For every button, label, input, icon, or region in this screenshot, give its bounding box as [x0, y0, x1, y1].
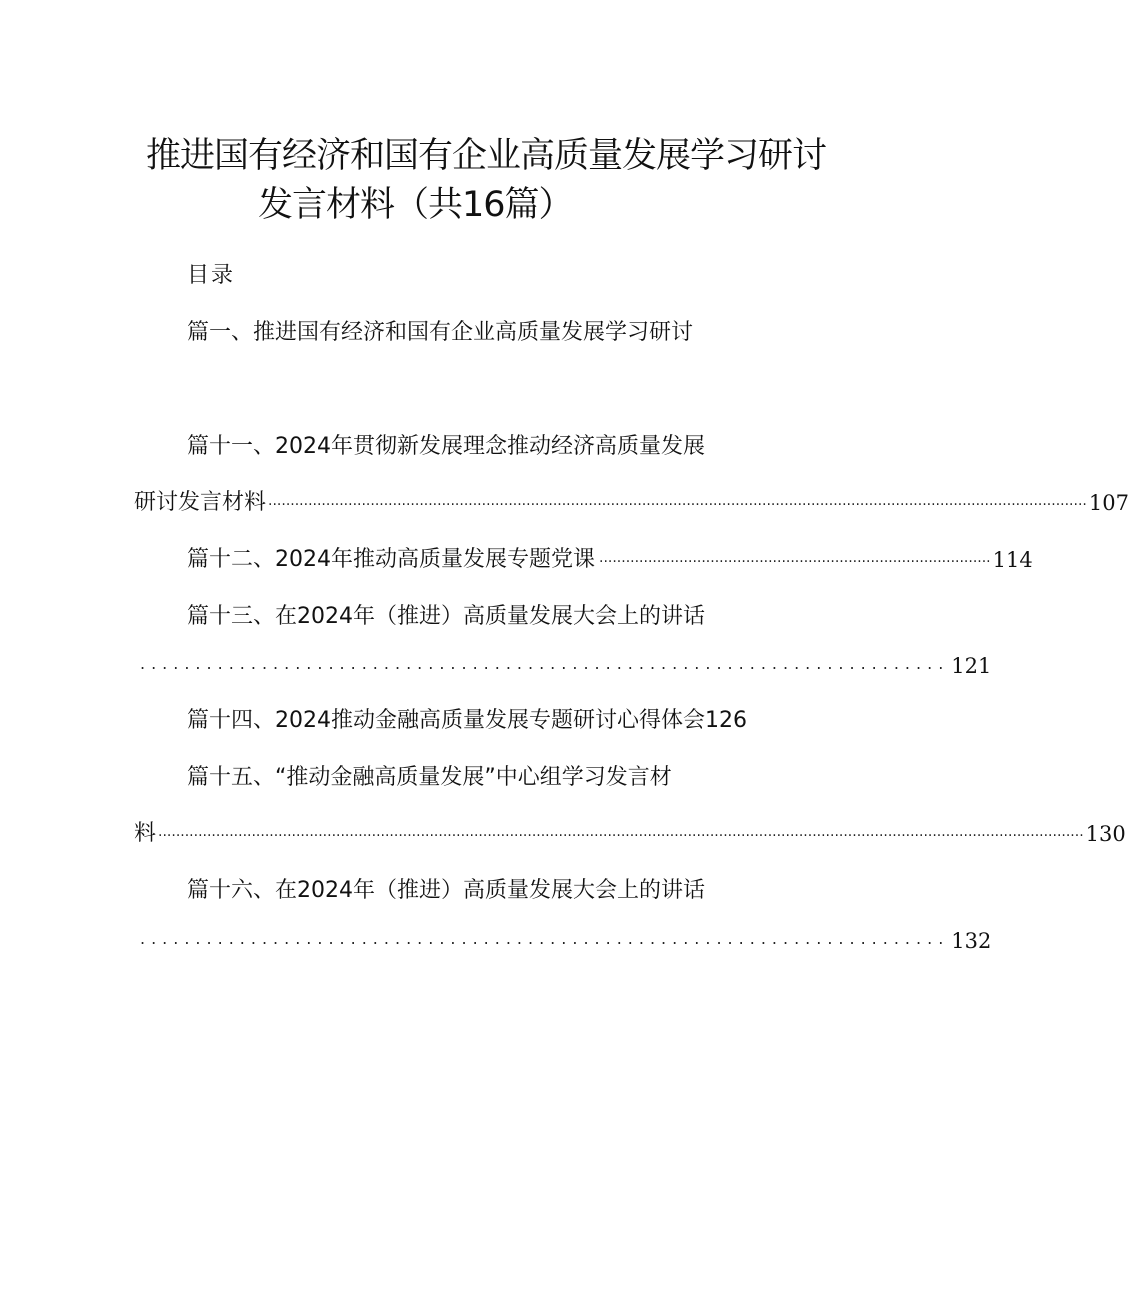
toc-entry-11-line1[interactable]: 篇十一、2024年贯彻新发展理念推动经济高质量发展 [187, 434, 705, 459]
toc-entry-15-page: 130 [1085, 822, 1126, 846]
document-title-line-1: 推进国有经济和国有企业高质量发展学习研讨 [146, 136, 827, 176]
toc-entry-16-line2[interactable] [134, 926, 992, 956]
toc-entry-16-line1[interactable]: 篇十六、在2024年（推进）高质量发展大会上的讲话 [187, 878, 705, 903]
toc-entry-15-line1[interactable]: 篇十五、“推动金融高质量发展”中心组学习发言材 [187, 765, 672, 790]
document-title-line-2: 发言材料（共16篇） [258, 185, 573, 225]
toc-entry-11-label-cont: 研讨发言材料 [134, 490, 267, 515]
toc-entry-15-line2[interactable] [134, 819, 1126, 849]
toc-entry-13-line1[interactable]: 篇十三、在2024年（推进）高质量发展大会上的讲话 [187, 604, 705, 629]
dot-leader: ......................................................................... [140, 654, 950, 673]
toc-entry-1[interactable]: 篇一、推进国有经济和国有企业高质量发展学习研讨 [187, 320, 694, 345]
dot-leader: ......................................................................... [140, 929, 950, 948]
dot-leader: ........................................................................................ [599, 550, 991, 566]
toc-entry-11-page: 107 [1088, 491, 1129, 515]
toc-entry-12-label: 篇十二、2024年推动高质量发展专题党课 [187, 547, 595, 572]
toc-entry-16-page: 132 [951, 929, 992, 953]
toc-entry-11-line2[interactable] [134, 488, 1129, 518]
toc-entry-14[interactable]: 篇十四、2024推动金融高质量发展专题研讨心得体会126 [187, 708, 747, 733]
toc-entry-15-label-cont: 料 [134, 821, 157, 846]
dot-leader: ........................................................................................................................................................................................ [268, 493, 1087, 509]
dot-leader: ................................................................................................................................................................................................................ [158, 824, 1084, 840]
toc-entry-12-page: 114 [992, 548, 1033, 572]
toc-entry-13-line2[interactable] [134, 651, 992, 681]
toc-entry-12[interactable] [187, 545, 1033, 575]
toc-heading: 目录 [187, 263, 236, 288]
toc-entry-13-page: 121 [951, 654, 992, 678]
